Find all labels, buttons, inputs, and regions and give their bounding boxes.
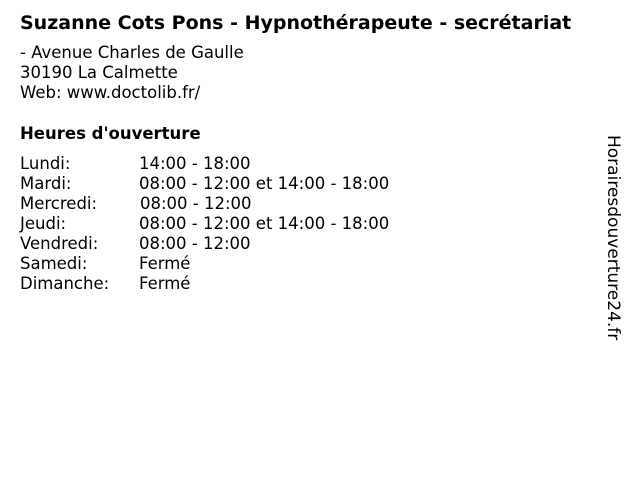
day-label: Mercredi: <box>20 194 98 213</box>
day-hours: Fermé <box>139 274 191 293</box>
site-watermark: Horairesdouverture24.fr <box>603 135 623 341</box>
day-label: Vendredi: <box>20 234 99 253</box>
page-title: Suzanne Cots Pons - Hypnothérapeute - secrétariat <box>20 12 572 34</box>
website: Web: www.doctolib.fr/ <box>20 83 201 102</box>
day-hours: 08:00 - 12:00 et 14:00 - 18:00 <box>139 214 390 233</box>
day-hours: 08:00 - 12:00 <box>139 234 251 253</box>
day-label: Samedi: <box>20 254 88 273</box>
hours-heading: Heures d'ouverture <box>20 124 201 143</box>
day-hours: Fermé <box>139 254 191 273</box>
day-label: Mardi: <box>20 174 72 193</box>
day-hours: 08:00 - 12:00 <box>140 194 252 213</box>
day-label: Dimanche: <box>20 274 110 293</box>
day-hours: 08:00 - 12:00 et 14:00 - 18:00 <box>139 174 390 193</box>
day-label: Jeudi: <box>20 214 67 233</box>
address-city: 30190 La Calmette <box>20 63 178 82</box>
day-hours: 14:00 - 18:00 <box>139 154 251 173</box>
address-street: - Avenue Charles de Gaulle <box>20 43 244 62</box>
day-label: Lundi: <box>20 154 71 173</box>
address-block <box>20 43 244 103</box>
